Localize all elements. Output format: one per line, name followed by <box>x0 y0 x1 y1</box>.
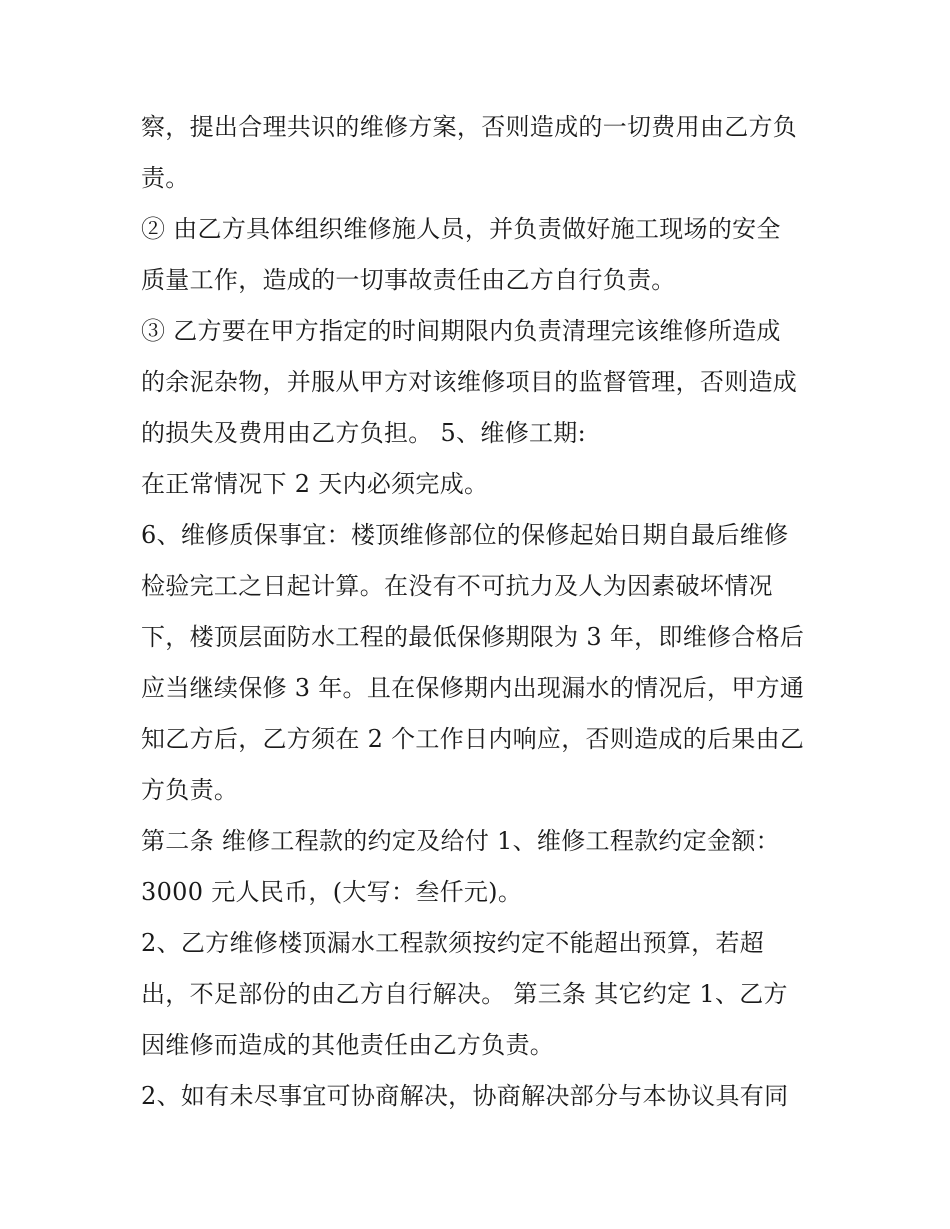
text-line: 应当继续保修 3 年。且在保修期内出现漏水的情况后，甲方通 <box>141 674 805 702</box>
text-line: 察，提出合理共识的维修方案，否则造成的一切费用由乙方负 <box>141 113 798 141</box>
text-line: 检验完工之日起计算。在没有不可抗力及人为因素破坏情况 <box>141 572 773 600</box>
text-line: 第二条 维修工程款的约定及给付 1、维修工程款约定金额： <box>141 827 780 855</box>
text-line: ② 由乙方具体组织维修施人员，并负责做好施工现场的安全 <box>141 215 781 243</box>
text-line: 因维修而造成的其他责任由乙方负责。 <box>141 1031 555 1059</box>
text-line: 知乙方后，乙方须在 2 个工作日内响应，否则造成的后果由乙 <box>141 725 805 753</box>
text-line: 责。 <box>141 164 190 192</box>
text-line: 2、乙方维修楼顶漏水工程款须按约定不能超出预算，若超 <box>141 929 765 957</box>
text-line: 2、如有未尽事宜可协商解决，协商解决部分与本协议具有同 <box>141 1082 789 1110</box>
text-line: 的余泥杂物，并服从甲方对该维修项目的监督管理，否则造成 <box>141 368 798 396</box>
text-line: 3000 元人民币，(大写：叁仟元)。 <box>141 878 523 906</box>
text-line: 6、维修质保事宜：楼顶维修部位的保修起始日期自最后维修 <box>141 521 789 549</box>
text-line: 的损失及费用由乙方负担。 5、维修工期: <box>141 419 586 447</box>
text-line: 下，楼顶层面防水工程的最低保修期限为 3 年，即维修合格后 <box>141 623 805 651</box>
text-line: 在正常情况下 2 天内必须完成。 <box>141 470 489 498</box>
text-line: ③ 乙方要在甲方指定的时间期限内负责清理完该维修所造成 <box>141 317 781 345</box>
text-line: 出，不足部份的由乙方自行解决。 第三条 其它约定 1、乙方 <box>141 980 788 1008</box>
text-line: 方负责。 <box>141 776 239 804</box>
text-line: 质量工作，造成的一切事故责任由乙方自行负责。 <box>141 266 676 294</box>
